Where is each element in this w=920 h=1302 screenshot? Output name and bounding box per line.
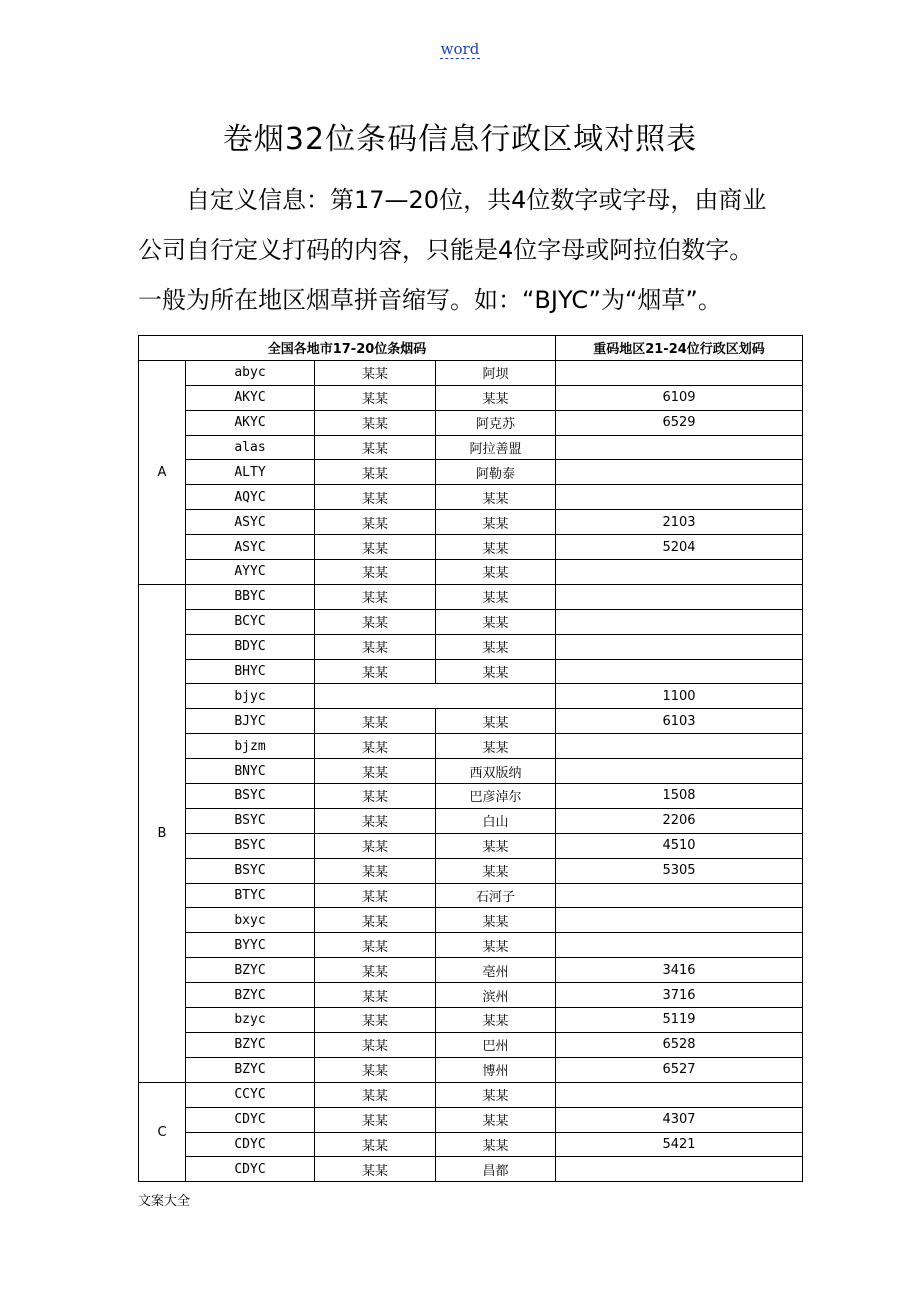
code-cell: BZYC (186, 1057, 315, 1082)
province-cell: 某某 (315, 784, 436, 809)
city-cell: 某某 (436, 933, 556, 958)
table-row (139, 858, 803, 883)
province-cell: 某某 (315, 485, 436, 510)
table-row (139, 535, 803, 560)
table-row (139, 634, 803, 659)
province-cell: 某某 (315, 1008, 436, 1033)
table-row (139, 385, 803, 410)
table-row (139, 958, 803, 983)
province-cell: 某某 (315, 360, 436, 385)
admin-code-cell: 2206 (556, 808, 803, 833)
province-cell: 某某 (315, 584, 436, 609)
province-cell: 某某 (315, 734, 436, 759)
admin-code-cell (556, 933, 803, 958)
table-row (139, 734, 803, 759)
province-cell: 某某 (315, 435, 436, 460)
code-cell: BSYC (186, 858, 315, 883)
admin-code-cell (556, 883, 803, 908)
code-cell: bjzm (186, 734, 315, 759)
table-row (139, 435, 803, 460)
table-row (139, 1157, 803, 1182)
admin-code-cell: 3416 (556, 958, 803, 983)
province-cell: 某某 (315, 983, 436, 1008)
table-row (139, 410, 803, 435)
city-cell: 某某 (436, 709, 556, 734)
code-cell: ASYC (186, 535, 315, 560)
admin-code-cell: 6529 (556, 410, 803, 435)
admin-code-cell (556, 360, 803, 385)
header-link-text[interactable]: word (440, 40, 480, 58)
province-cell: 某某 (315, 1082, 436, 1107)
header-left-cell: 全国各地市17-20位条烟码 (139, 336, 556, 361)
admin-code-cell: 4307 (556, 1107, 803, 1132)
table-row (139, 1132, 803, 1157)
admin-code-cell (556, 460, 803, 485)
admin-code-cell: 6528 (556, 1032, 803, 1057)
province-cell: 某某 (315, 634, 436, 659)
header-right-cell: 重码地区21-24位行政区划码 (556, 336, 803, 361)
city-cell: 某某 (436, 1082, 556, 1107)
city-cell: 滨州 (436, 983, 556, 1008)
table-row (139, 1082, 803, 1107)
page-title: 卷烟32位条码信息行政区域对照表 (222, 122, 698, 157)
intro-paragraph (138, 175, 798, 325)
admin-code-cell (556, 1082, 803, 1107)
admin-code-cell: 5119 (556, 1008, 803, 1033)
city-cell: 亳州 (436, 958, 556, 983)
province-cell: 某某 (315, 808, 436, 833)
table-header-row (139, 336, 803, 361)
table-body (139, 360, 803, 1181)
code-cell: alas (186, 435, 315, 460)
code-cell: BBYC (186, 584, 315, 609)
admin-code-cell: 2103 (556, 510, 803, 535)
city-cell: 某某 (436, 609, 556, 634)
table-row (139, 933, 803, 958)
admin-code-cell: 1508 (556, 784, 803, 809)
admin-code-cell (556, 485, 803, 510)
code-cell: ASYC (186, 510, 315, 535)
city-cell: 某某 (436, 858, 556, 883)
code-cell: BCYC (186, 609, 315, 634)
province-cell: 某某 (315, 1032, 436, 1057)
code-cell: BZYC (186, 1032, 315, 1057)
barcode-region-table (138, 335, 803, 1182)
code-cell: BZYC (186, 983, 315, 1008)
admin-code-cell (556, 435, 803, 460)
city-cell: 西双版纳 (436, 759, 556, 784)
code-cell: BNYC (186, 759, 315, 784)
province-cell: 某某 (315, 833, 436, 858)
intro-line-3: 一般为所在地区烟草拼音缩写。如：“BJYC”为“烟草”。 (138, 286, 722, 314)
merged-empty-cell (315, 684, 556, 709)
province-cell: 某某 (315, 535, 436, 560)
code-cell: bxyc (186, 908, 315, 933)
city-cell: 阿克苏 (436, 410, 556, 435)
province-cell: 某某 (315, 1107, 436, 1132)
table-row (139, 609, 803, 634)
table-row (139, 908, 803, 933)
city-cell: 某某 (436, 908, 556, 933)
province-cell: 某某 (315, 883, 436, 908)
city-cell: 白山 (436, 808, 556, 833)
table-row (139, 510, 803, 535)
city-cell: 某某 (436, 833, 556, 858)
table-row (139, 883, 803, 908)
table-row (139, 759, 803, 784)
admin-code-cell (556, 734, 803, 759)
code-cell: AQYC (186, 485, 315, 510)
city-cell: 某某 (436, 510, 556, 535)
city-cell: 某某 (436, 560, 556, 585)
admin-code-cell (556, 659, 803, 684)
code-cell: BHYC (186, 659, 315, 684)
code-cell: abyc (186, 360, 315, 385)
city-cell: 某某 (436, 734, 556, 759)
table-row (139, 1057, 803, 1082)
province-cell: 某某 (315, 759, 436, 784)
admin-code-cell: 5204 (556, 535, 803, 560)
code-cell: BSYC (186, 784, 315, 809)
code-cell: AKYC (186, 385, 315, 410)
admin-code-cell (556, 1157, 803, 1182)
city-cell: 巴州 (436, 1032, 556, 1057)
intro-line-2: 公司自行定义打码的内容，只能是4位字母或阿拉伯数字。 (138, 236, 754, 264)
group-letter-cell: A (139, 360, 186, 584)
code-cell: CDYC (186, 1132, 315, 1157)
province-cell: 某某 (315, 958, 436, 983)
table-row (139, 1107, 803, 1132)
admin-code-cell (556, 609, 803, 634)
group-letter-cell: C (139, 1082, 186, 1182)
province-cell: 某某 (315, 1157, 436, 1182)
table-row (139, 460, 803, 485)
table-row (139, 808, 803, 833)
city-cell: 阿拉善盟 (436, 435, 556, 460)
province-cell: 某某 (315, 460, 436, 485)
admin-code-cell (556, 908, 803, 933)
table-row (139, 684, 803, 709)
admin-code-cell (556, 634, 803, 659)
table-row (139, 1008, 803, 1033)
admin-code-cell: 3716 (556, 983, 803, 1008)
code-cell: CCYC (186, 1082, 315, 1107)
admin-code-cell: 6109 (556, 385, 803, 410)
city-cell: 某某 (436, 1132, 556, 1157)
city-cell: 某某 (436, 385, 556, 410)
table-row (139, 709, 803, 734)
city-cell: 某某 (436, 1107, 556, 1132)
admin-code-cell (556, 759, 803, 784)
province-cell: 某某 (315, 933, 436, 958)
table-row (139, 784, 803, 809)
group-letter-cell: B (139, 584, 186, 1082)
code-cell: CDYC (186, 1107, 315, 1132)
code-cell: BZYC (186, 958, 315, 983)
admin-code-cell (556, 584, 803, 609)
city-cell: 博州 (436, 1057, 556, 1082)
admin-code-cell: 1100 (556, 684, 803, 709)
table-row (139, 833, 803, 858)
admin-code-cell: 5421 (556, 1132, 803, 1157)
province-cell: 某某 (315, 560, 436, 585)
province-cell: 某某 (315, 510, 436, 535)
province-cell: 某某 (315, 609, 436, 634)
province-cell: 某某 (315, 858, 436, 883)
province-cell: 某某 (315, 709, 436, 734)
table-row (139, 1032, 803, 1057)
province-cell: 某某 (315, 908, 436, 933)
admin-code-cell: 6103 (556, 709, 803, 734)
code-cell: bzyc (186, 1008, 315, 1033)
table-row (139, 560, 803, 585)
code-cell: AKYC (186, 410, 315, 435)
code-cell: BSYC (186, 833, 315, 858)
city-cell: 某某 (436, 535, 556, 560)
code-cell: ALTY (186, 460, 315, 485)
city-cell: 某某 (436, 584, 556, 609)
code-cell: BJYC (186, 709, 315, 734)
city-cell: 某某 (436, 634, 556, 659)
province-cell: 某某 (315, 385, 436, 410)
code-cell: AYYC (186, 560, 315, 585)
province-cell: 某某 (315, 1132, 436, 1157)
admin-code-cell: 5305 (556, 858, 803, 883)
code-cell: CDYC (186, 1157, 315, 1182)
code-cell: BSYC (186, 808, 315, 833)
city-cell: 阿坝 (436, 360, 556, 385)
admin-code-cell: 6527 (556, 1057, 803, 1082)
city-cell: 某某 (436, 1008, 556, 1033)
code-cell: BYYC (186, 933, 315, 958)
code-cell: bjyc (186, 684, 315, 709)
footer-text: 文案大全 (138, 1194, 191, 1209)
city-cell: 阿勒泰 (436, 460, 556, 485)
province-cell: 某某 (315, 1057, 436, 1082)
province-cell: 某某 (315, 659, 436, 684)
table-row (139, 485, 803, 510)
header-word-link[interactable] (0, 40, 920, 58)
code-cell: BTYC (186, 883, 315, 908)
table-row (139, 360, 803, 385)
city-cell: 昌都 (436, 1157, 556, 1182)
city-cell: 巴彦淖尔 (436, 784, 556, 809)
province-cell: 某某 (315, 410, 436, 435)
table-row (139, 584, 803, 609)
city-cell: 某某 (436, 485, 556, 510)
table-row (139, 659, 803, 684)
city-cell: 石河子 (436, 883, 556, 908)
table-row (139, 983, 803, 1008)
intro-line-1: 自定义信息：第17—20位，共4位数字或字母，由商业 (186, 186, 767, 214)
city-cell: 某某 (436, 659, 556, 684)
admin-code-cell: 4510 (556, 833, 803, 858)
admin-code-cell (556, 560, 803, 585)
code-cell: BDYC (186, 634, 315, 659)
